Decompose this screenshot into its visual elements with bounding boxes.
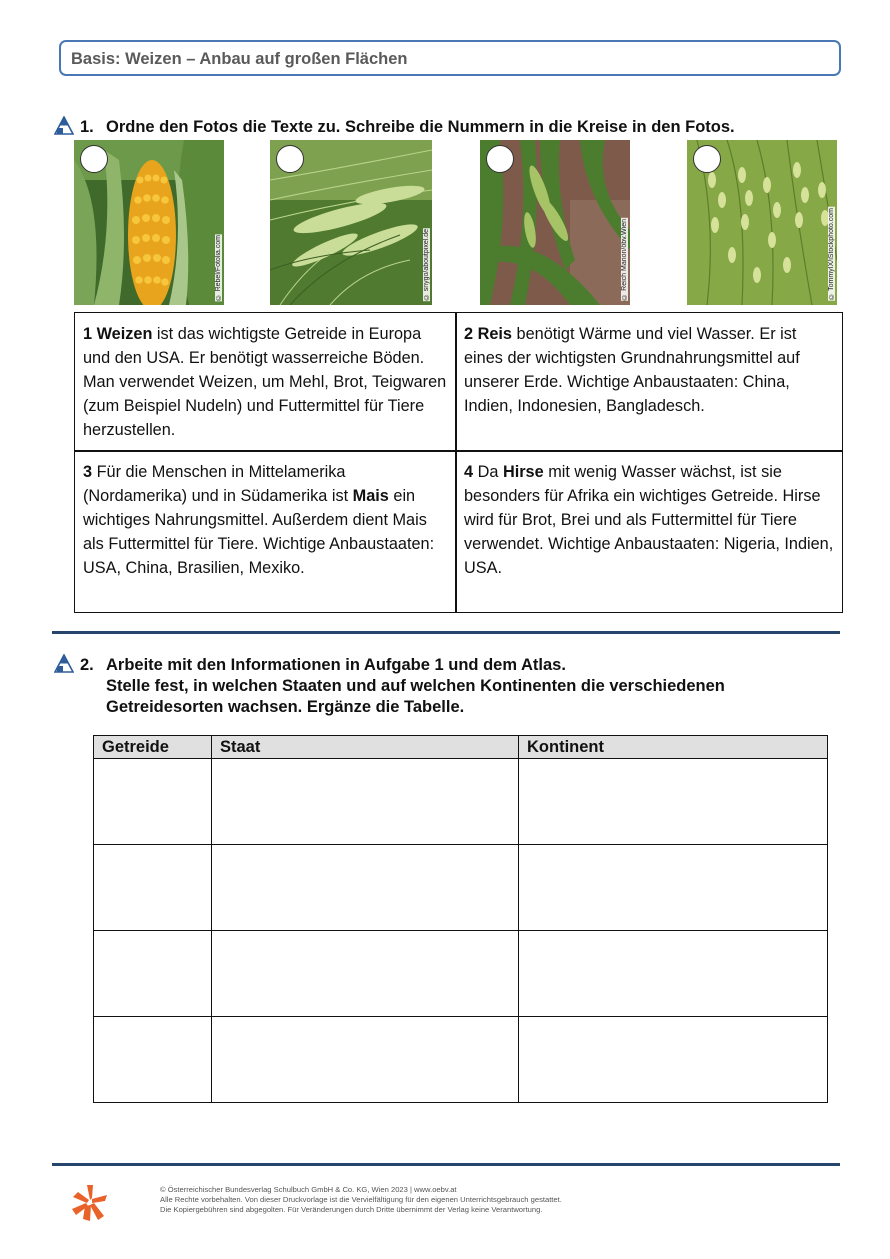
header-staat: Staat	[212, 736, 519, 759]
text-body: Da	[473, 463, 503, 481]
table-row	[94, 931, 828, 1017]
text-cell-3	[75, 451, 455, 589]
photo-millet	[480, 140, 630, 305]
task2-line: Getreidesorten wachsen. Ergänze die Tabelle.	[106, 698, 465, 716]
task2-line: Arbeite mit den Informationen in Aufgabe 1 und dem Atlas.	[106, 656, 566, 674]
table-cell[interactable]	[212, 931, 519, 1017]
task2-line: Stelle fest, in welchen Staaten und auf welchen Kontinenten die verschiedenen	[106, 677, 725, 695]
task-level-icon	[54, 116, 74, 136]
photo-corn	[74, 140, 224, 305]
text-number: 1	[83, 325, 93, 343]
table-cell[interactable]	[519, 845, 828, 931]
header-getreide: Getreide	[94, 736, 212, 759]
table-row	[94, 759, 828, 845]
table-cell[interactable]	[212, 1017, 519, 1103]
footer-divider	[52, 1163, 840, 1166]
answer-circle[interactable]	[276, 145, 304, 173]
grain-name: Mais	[352, 487, 389, 505]
photo-rice	[687, 140, 837, 305]
text-cell-1	[75, 313, 455, 451]
answer-circle[interactable]	[693, 145, 721, 173]
grain-name: Hirse	[502, 463, 544, 481]
table-cell[interactable]	[519, 1017, 828, 1103]
table-cell[interactable]	[94, 759, 212, 845]
footer-text	[160, 1185, 562, 1215]
text-body: Für die Menschen in Mittelamerika (Nordamerika) und in Südamerika ist	[83, 463, 353, 505]
table-header-row	[94, 736, 828, 759]
text-cell-2	[456, 313, 842, 427]
task2-number: 2.	[80, 656, 94, 674]
text-grid	[74, 312, 843, 613]
table-cell[interactable]	[212, 759, 519, 845]
text-number: 2	[464, 325, 474, 343]
table-row	[94, 1017, 828, 1103]
task1-number: 1.	[80, 118, 94, 136]
task2-instruction	[106, 655, 725, 718]
table-cell[interactable]	[519, 931, 828, 1017]
text-body: ist das wichtigste Getreide in Europa und den USA. Er benötigt wasserreiche Böden. Man verwendet Weizen, um Mehl, Brot, Teigwaren (zum Beispiel Nudeln) und Futtermittel für Tiere herzustellen.	[83, 325, 447, 439]
publisher-logo-icon	[70, 1183, 110, 1223]
text-body: benötigt Wärme und viel Wasser. Er ist eines der wichtigsten Grundnahrungsmittel auf unserer Erde. Wichtige Anbaustaaten: China, Indien, Indonesien, Bangladesch.	[464, 325, 800, 415]
photo-wheat	[270, 140, 432, 305]
photo-credit: © Rebel/Fotolia.com	[215, 234, 222, 300]
grain-name: Reis	[477, 325, 512, 343]
photo-credit: © Reich Marion/öbv.Wien	[621, 219, 628, 300]
table-cell[interactable]	[94, 931, 212, 1017]
photo-credit: © TommyIX/iStockphoto.com	[828, 208, 835, 300]
text-number: 4	[464, 463, 474, 481]
photo-credit: © snygo/aboutpixel.de	[423, 228, 430, 300]
grain-name: Weizen	[96, 325, 153, 343]
footer-line: Alle Rechte vorbehalten. Von dieser Druckvorlage ist die Vervielfältigung für den eigenen Unterrichtsgebrauch gestattet.	[160, 1195, 562, 1204]
task-level-icon	[54, 654, 74, 674]
text-body: mit wenig Wasser wächst, ist sie besonders für Afrika ein wichtiges Getreide. Hirse wird für Brot, Brei und als Futtermittel für Tiere verwendet. Wichtige Anbaustaaten: Nigeria, Indien, USA.	[464, 463, 834, 577]
grain-table	[93, 735, 828, 1103]
table-row	[94, 845, 828, 931]
table-cell[interactable]	[94, 845, 212, 931]
answer-circle[interactable]	[80, 145, 108, 173]
title-box	[59, 40, 841, 76]
text-number: 3	[83, 463, 93, 481]
header-kontinent: Kontinent	[519, 736, 828, 759]
table-cell[interactable]	[94, 1017, 212, 1103]
answer-circle[interactable]	[486, 145, 514, 173]
section-divider	[52, 631, 840, 634]
text-body: ein wichtiges Nahrungsmittel. Außerdem dient Mais als Futtermittel für Tiere. Wichtige Anbaustaaten: USA, China, Brasilien, Mexiko.	[83, 487, 435, 577]
text-cell-4	[456, 451, 842, 589]
footer-line: © Österreichischer Bundesverlag Schulbuch GmbH & Co. KG, Wien 2023 | www.oebv.at	[160, 1185, 457, 1194]
table-cell[interactable]	[519, 759, 828, 845]
footer-line: Die Kopiergebühren sind abgegolten. Für Veränderungen durch Dritte übernimmt der Verlag keine Verantwortung.	[160, 1205, 543, 1214]
table-cell[interactable]	[212, 845, 519, 931]
page-title: Basis: Weizen – Anbau auf großen Flächen	[71, 50, 408, 68]
task1-instruction: Ordne den Fotos die Texte zu. Schreibe die Nummern in die Kreise in den Fotos.	[106, 118, 735, 136]
